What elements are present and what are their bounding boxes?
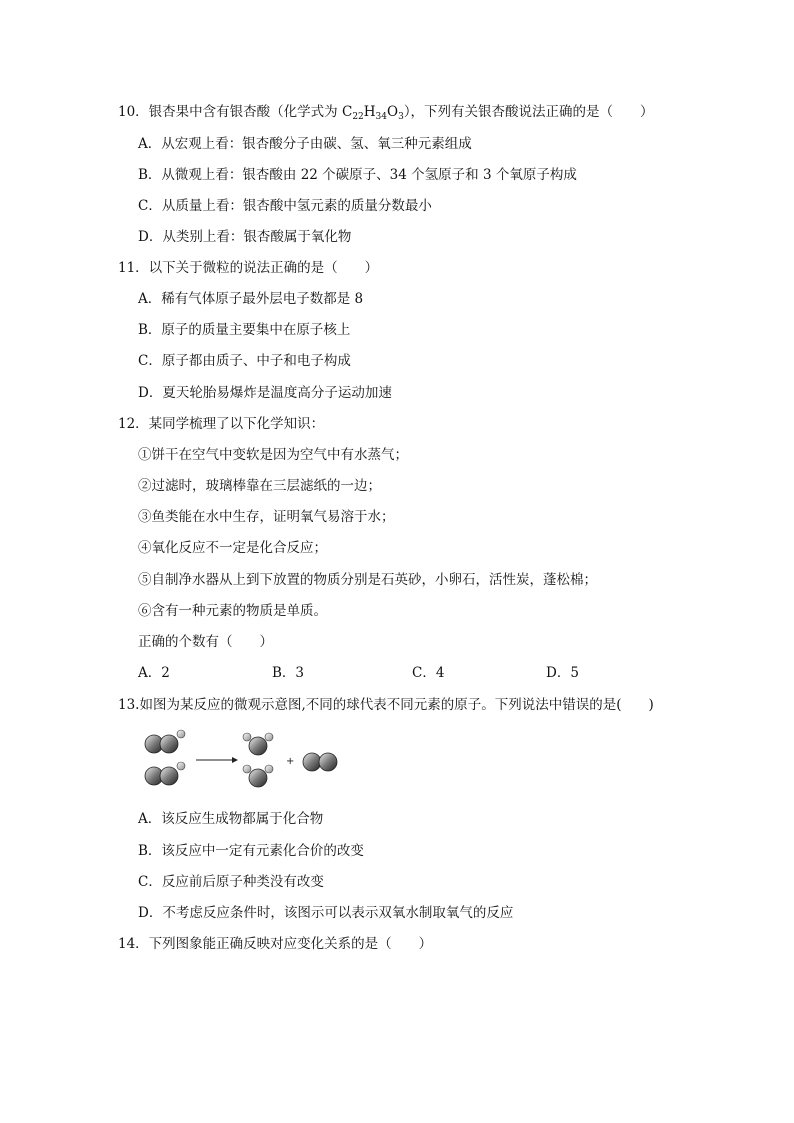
question-13-option-d: D．不考虑反应条件时，该图示可以表示双氧水制取氧气的反应 [138,905,514,921]
reactant-molecule-2 [145,762,185,785]
question-13-stem: 13.如图为某反应的微观示意图,不同的球代表不同元素的原子。下列说法中错误的是( ) [118,697,654,713]
question-10-option-d: D．从类别上看：银杏酸属于氧化物 [138,229,352,245]
question-12-item-6: ⑥含有一种元素的物质是单质。 [138,603,327,619]
question-12-option-b: B．3 [272,665,305,681]
question-10-option-a: A．从宏观上看：银杏酸分子由碳、氢、氧三种元素组成 [138,136,472,152]
product-molecule-diatomic [303,753,337,771]
question-12-stem: 12．某同学梳理了以下化学知识： [118,416,325,432]
product-molecule-2 [243,765,273,787]
question-10-option-c: C．从质量上看：银杏酸中氢元素的质量分数最小 [138,198,432,214]
question-12-item-5: ⑤自制净水器从上到下放置的物质分别是石英砂，小卵石，活性炭，蓬松棉； [138,572,597,588]
arrow-icon [196,757,238,763]
question-12-item-2: ②过滤时，玻璃棒靠在三层滤纸的一边； [138,478,381,494]
question-11-option-a: A．稀有气体原子最外层电子数都是 8 [138,291,364,307]
question-13-option-b: B．该反应中一定有元素化合价的改变 [138,843,364,859]
question-11-option-d: D．夏天轮胎易爆炸是温度高分子运动加速 [138,385,392,401]
question-12-option-d: D．5 [546,665,579,681]
question-10-stem: 10．银杏果中含有银杏酸（化学式为 $C_{22}H_{34}O_3$），下列有关银杏酸说法正确的是（ ） [118,104,654,122]
question-13-option-a: A．该反应生成物都属于化合物 [138,811,324,827]
question-13-option-c: C．反应前后原子种类没有改变 [138,874,324,890]
question-12-item-4: ④氧化反应不一定是化合反应； [138,540,327,556]
question-12-item-1: ①饼干在空气中变软是因为空气中有水蒸气； [138,447,408,463]
product-molecule-1 [243,733,273,755]
question-12-prompt: 正确的个数有（ ） [138,634,273,650]
question-14-stem: 14．下列图象能正确反映对应变化关系的是（ ） [118,936,433,952]
question-10-option-b: B．从微观上看：银杏酸由 22 个碳原子、34 个氢原子和 3 个氧原子构成 [138,167,577,183]
reaction-diagram-svg [140,728,350,796]
question-11-stem: 11．以下关于微粒的说法正确的是（ ） [118,260,379,276]
question-12-option-a: A．2 [138,665,170,681]
plus-sign: + [286,756,295,767]
question-12-option-c: C．4 [412,665,445,681]
question-11-option-c: C．原子都由质子、中子和电子构成 [138,353,351,369]
reaction-diagram [140,728,350,796]
question-12-item-3: ③鱼类能在水中生存，证明氧气易溶于水； [138,509,395,525]
reactant-molecule-1 [145,730,185,753]
question-11-option-b: B．原子的质量主要集中在原子核上 [138,322,351,338]
